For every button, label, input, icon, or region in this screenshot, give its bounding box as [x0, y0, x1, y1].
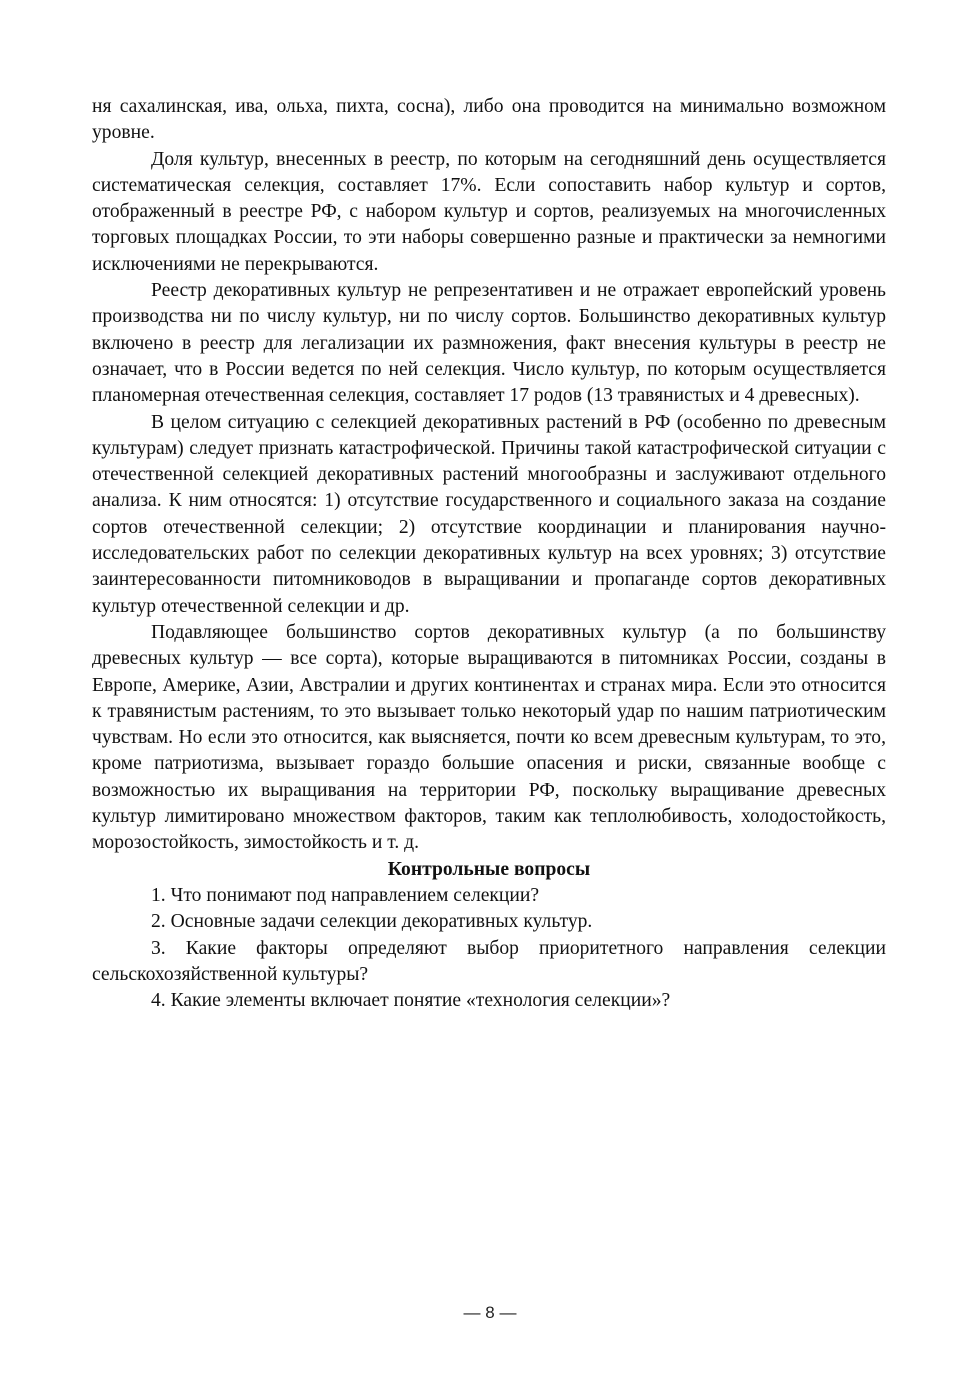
paragraph: Реестр декоративных культур не репрезентативен и не отражает европейский уровень производства ни по числу культур, ни по числу сортов. Большинство декоративных культур включено в реестр для легализации их размножения, факт внесения культуры в реестр не означает, что в России ведется по ней селекция. Число культур, по которым осуществляется планомерная отечественная селекция, составляет 17 родов (13 травянистых и 4 древесных).: [92, 280, 886, 407]
question-item: 4. Какие элементы включает понятие «технология селекции»?: [151, 990, 671, 1012]
paragraph-continuation: ня сахалинская, ива, ольха, пихта, сосна), либо она проводится на минимально возможном уровне.: [92, 96, 886, 144]
question-item: 1. Что понимают под направлением селекции?: [151, 884, 540, 906]
question-item: 2. Основные задачи селекции декоративных культур.: [151, 911, 593, 933]
paragraph: В целом ситуацию с селекцией декоративных растений в РФ (особенно по древесным культурам) следует признать катастрофической. Причины такой катастрофической ситуации с отечественной селекцией декоративных растений многообразны и заслуживают отдельного анализа. К ним относятся: 1) отсутствие государственного и социального заказа на создание сортов отечественной селекции; 2) отсутствие координации и планирования научно-исследовательских работ по селекции декоративных культур на всех уровнях; 3) отсутствие заинтересованности питомниководов в выращивании и пропаганде сортов декоративных культур отечественной селекции и др.: [92, 411, 886, 617]
questions-list: [92, 883, 886, 1014]
question-item: 3. Какие факторы определяют выбор приоритетного направления селекции сельскохозяйственной культуры?: [92, 937, 886, 985]
paragraph: Подавляющее большинство сортов декоративных культур (а по большинству древесных культур — все сорта), которые выращиваются в питомниках России, созданы в Европе, Америке, Азии, Австралии и других континентах и странах мира. Если это относится к травянистым растениям, то это вызывает только некоторый удар по нашим патриотическим чувствам. Но если это относится, как выясняется, почти ко всем древесным культурам, то это, кроме патриотизма, вызывает гораздо большие опасения и риски, связанные вообще с возможностью их выращивания на территории РФ, поскольку выращивание древесных культур лимитировано множеством факторов, таким как теплолюбивость, холодостойкость, морозостойкость, зимостойкость и т. д.: [92, 621, 886, 854]
section-heading-questions: Контрольные вопросы: [387, 858, 591, 880]
paragraph: Доля культур, внесенных в реестр, по которым на сегодняшний день осуществляется систематическая селекция, составляет 17%. Если сопоставить набор культур и сортов, отображенный в реестре РФ, с набором культур и сортов, реализуемых на многочисленных торговых площадках России, то эти наборы совершенно разные и практически за немногими исключениями не перекрываются.: [92, 148, 886, 275]
page-body: [92, 94, 886, 1014]
page-number: — 8 —: [463, 1303, 517, 1322]
